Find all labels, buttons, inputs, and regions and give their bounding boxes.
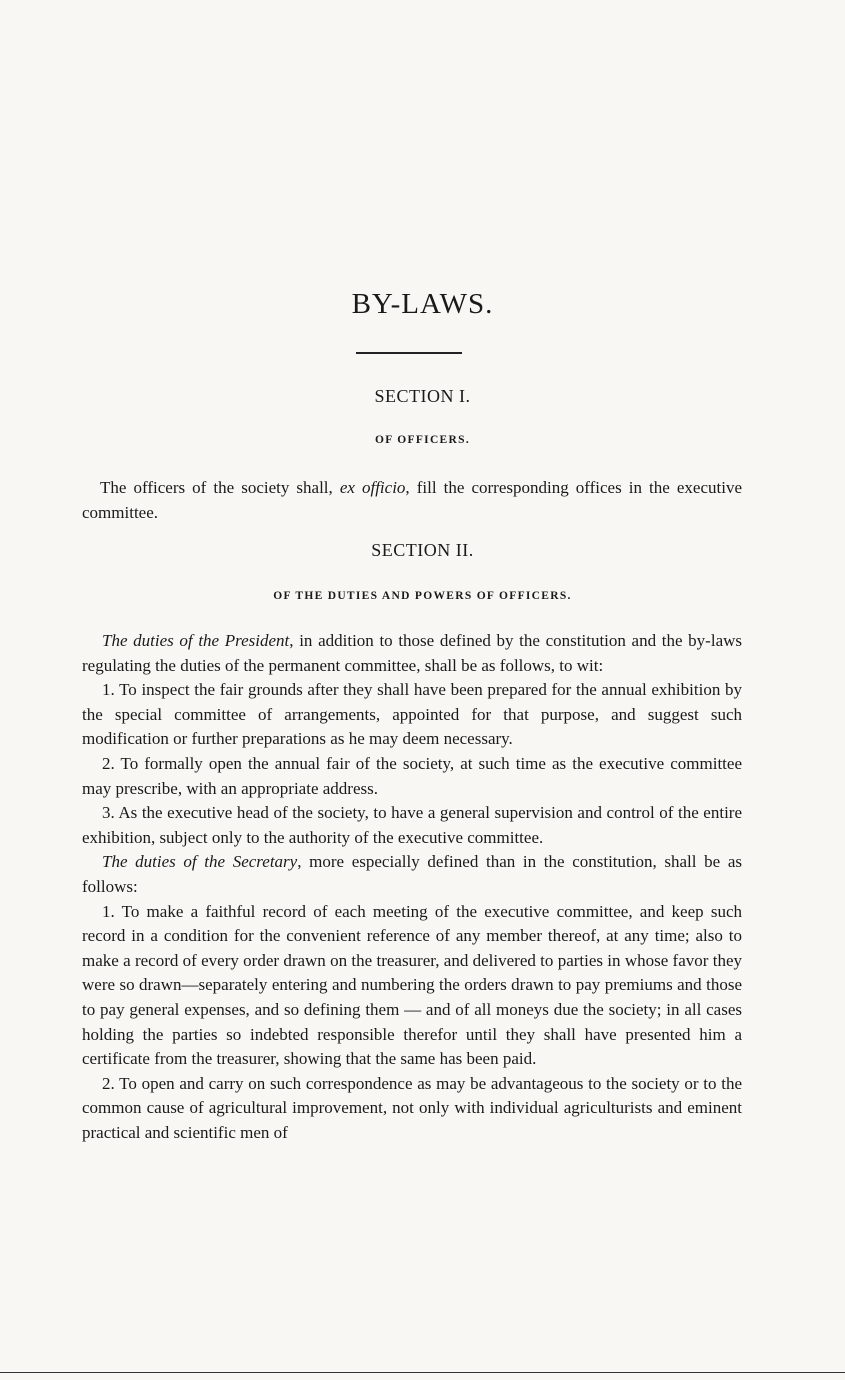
officers-paragraph (82, 476, 742, 525)
secretary-lead: The duties of the Secretary (102, 852, 298, 872)
secretary-item-1: 1. To make a faithful record of each meeting of the executive committee, and keep such record in a condition for the convenient reference of any member thereof, at any time; also to make a record of every order drawn on the treasurer, and delivered to parties in whose favor they were so drawn—separately entering and numbering the orders drawn to pay premiums and those to pay general expenses, and so defining them — and of all moneys due the society; in all cases holding the parties so indebted responsible therefor until they shall have presented him a certificate from the treasurer, showing that the same has been paid. (82, 901, 742, 1069)
officers-text-before: The officers of the society shall, (100, 478, 340, 497)
page-title: BY-LAWS. (351, 288, 494, 320)
officers-text-after: , fill the corresponding offices in the executive committee. (82, 478, 742, 522)
secretary-intro: , more especially defined than in the constitution, shall be as follows: (82, 852, 742, 896)
officers-text-italic: ex officio (339, 478, 406, 497)
section-2-body (82, 629, 742, 1145)
section-2-subheading: OF THE DUTIES AND POWERS OF OFFICERS. (273, 590, 572, 602)
president-item-3: 3. As the executive head of the society, to have a general supervision and control of the entire exhibition, subject only to the authority of the executive committee. (82, 803, 742, 847)
secretary-intro-paragraph (82, 850, 742, 899)
section-1-heading: SECTION I. (374, 386, 471, 406)
page-bottom-border (0, 1372, 845, 1373)
president-lead: The duties of the President (102, 631, 290, 650)
secretary-item-2: 2. To open and carry on such correspondence as may be advantageous to the society or to the common cause of agricultural improvement, not only with individual agriculturists and eminent practical and scientific men of (82, 1073, 742, 1142)
section-1-body (82, 476, 742, 525)
president-intro-paragraph (82, 629, 742, 678)
president-item-2: 2. To formally open the annual fair of the society, at such time as the executive committee may prescribe, with an appropriate address. (82, 753, 742, 798)
section-1-subheading: OF OFFICERS. (374, 434, 471, 446)
president-intro: , in addition to those defined by the constitution and the by-laws regulating the duties of the permanent committee, shall be as follows, to wit: (82, 631, 743, 675)
section-2-heading: SECTION II. (371, 540, 474, 560)
president-item-1: 1. To inspect the fair grounds after they shall have been prepared for the annual exhibition by the special committee of arrangements, appointed for that purpose, and suggest such modification or further preparations as he may deem necessary. (82, 680, 742, 749)
title-divider (356, 352, 462, 354)
